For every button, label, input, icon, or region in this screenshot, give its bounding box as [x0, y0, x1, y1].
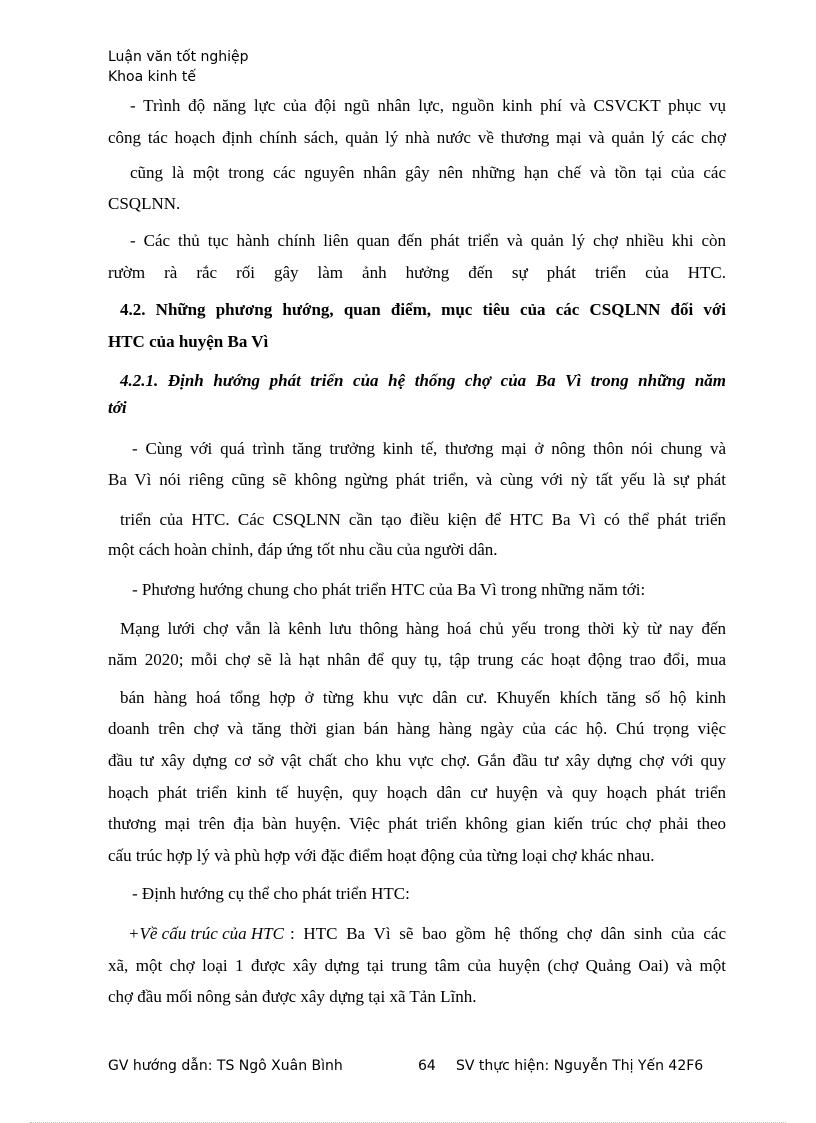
- body-line: - Phương hướng chung cho phát triển HTC của Ba Vì trong những năm tới:: [132, 580, 646, 599]
- body-line: rườm rà rắc rối gây làm ảnh hưởng đến sự phát triển của HTC.: [108, 263, 726, 282]
- footer-page-number: 64: [418, 1058, 436, 1074]
- body-line: doanh trên chợ và tăng thời gian bán hàng hàng ngày của các hộ. Chú trọng việc: [108, 719, 726, 738]
- subsection-heading: 4.2.1. Định hướng phát triển của hệ thống chợ của Ba Vì trong những năm: [120, 371, 726, 390]
- body-line: cũng là một trong các nguyên nhân gây nên những hạn chế và tồn tại của các: [130, 163, 726, 182]
- body-line: - Định hướng cụ thể cho phát triển HTC:: [132, 884, 410, 903]
- body-line: cấu trúc hợp lý và phù hợp với đặc điểm hoạt động của từng loại chợ khác nhau.: [108, 846, 655, 865]
- body-line: một cách hoàn chỉnh, đáp ứng tốt nhu cầu của người dân.: [108, 540, 498, 559]
- structure-lead-rest: : HTC Ba Vì sẽ bao gồm hệ thống chợ dân sinh của các: [289, 924, 726, 943]
- structure-lead-italic: +Về cấu trúc của HTC: [128, 924, 284, 943]
- body-line: - Các thủ tục hành chính liên quan đến phát triển và quản lý chợ nhiều khi còn: [130, 231, 726, 250]
- body-line: - Cùng với quá trình tăng trưởng kinh tế, thương mại ở nông thôn nói chung và: [132, 439, 726, 458]
- section-heading: HTC của huyện Ba Vì: [108, 332, 269, 351]
- body-line: thương mại trên địa bàn huyện. Việc phát triển không gian kiến trúc chợ phải theo: [108, 814, 726, 833]
- body-line-structure: [128, 922, 726, 946]
- section-heading: 4.2. Những phương hướng, quan điểm, mục tiêu của các CSQLNN đối với: [120, 300, 726, 319]
- subsection-heading: tới: [108, 398, 127, 417]
- body-line: bán hàng hoá tổng hợp ở từng khu vực dân cư. Khuyến khích tăng số hộ kinh: [120, 688, 726, 707]
- body-line: CSQLNN.: [108, 194, 181, 213]
- header-thesis-label: Luận văn tốt nghiệp: [108, 49, 249, 65]
- body-line: chợ đầu mối nông sản được xây dựng tại xã Tản Lĩnh.: [108, 987, 477, 1006]
- footer-advisor: GV hướng dẫn: TS Ngô Xuân Bình: [108, 1058, 343, 1074]
- body-line: Mạng lưới chợ vẫn là kênh lưu thông hàng hoá chủ yếu trong thời kỳ từ nay đến: [120, 619, 726, 638]
- body-line: xã, một chợ loại 1 được xây dựng tại trung tâm của huyện (chợ Quảng Oai) và một: [108, 956, 726, 975]
- header-faculty-label: Khoa kinh tế: [108, 69, 196, 85]
- body-line: đầu tư xây dựng cơ sở vật chất cho khu vực chợ. Gắn đầu tư xây dựng chợ với quy: [108, 751, 726, 770]
- body-line: Ba Vì nói riêng cũng sẽ không ngừng phát triển, và cùng với nỳ tất yếu là sự phát: [108, 470, 726, 489]
- body-line: - Trình độ năng lực của đội ngũ nhân lực, nguồn kinh phí và CSVCKT phục vụ: [130, 96, 726, 115]
- body-line: hoạch phát triển kinh tế huyện, quy hoạch dân cư huyện và quy hoạch phát triển: [108, 783, 726, 802]
- body-line: triển của HTC. Các CSQLNN cần tạo điều kiện để HTC Ba Vì có thể phát triển: [120, 510, 726, 529]
- body-line: công tác hoạch định chính sách, quản lý nhà nước về thương mại và quản lý các chợ: [108, 128, 726, 147]
- body-line: năm 2020; mỗi chợ sẽ là hạt nhân để quy tụ, tập trung các hoạt động trao đổi, mua: [108, 650, 726, 669]
- footer-student: SV thực hiện: Nguyễn Thị Yến 42F6: [456, 1058, 704, 1074]
